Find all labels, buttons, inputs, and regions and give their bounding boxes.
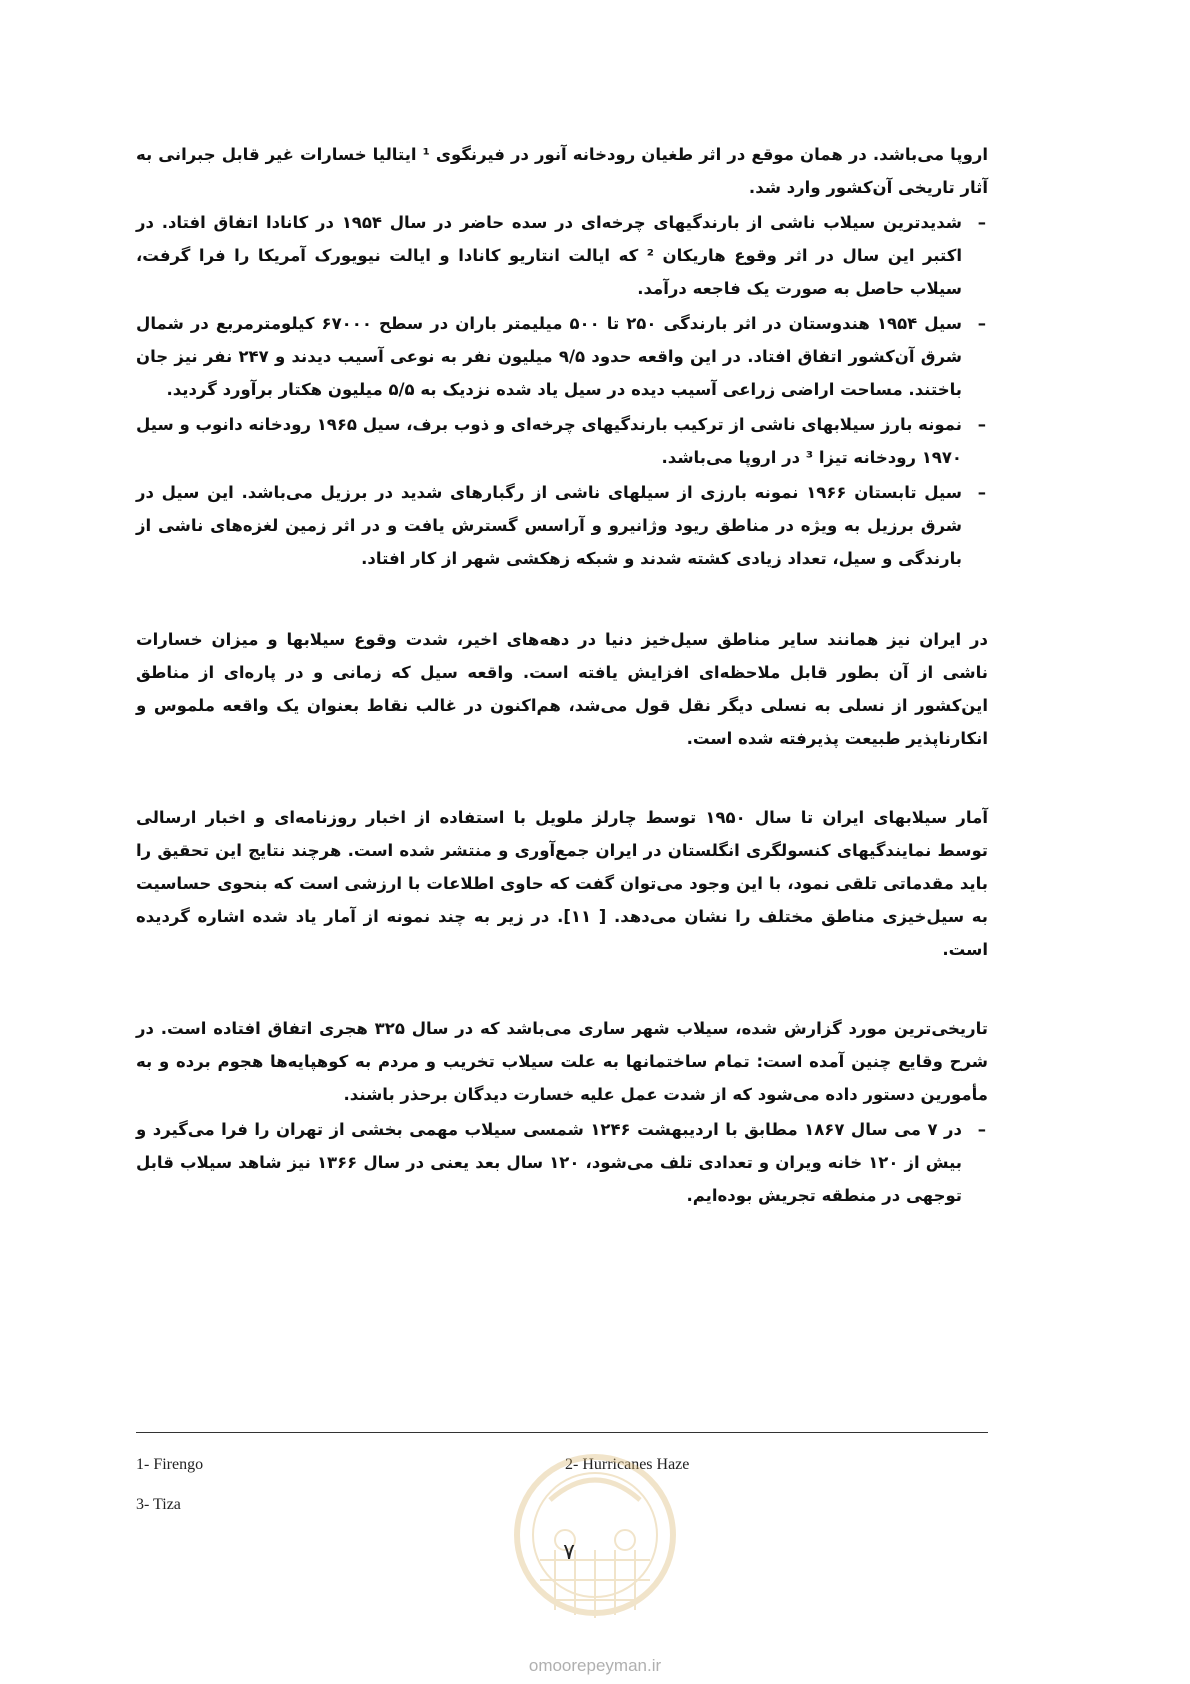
page-number: ۷ — [563, 1540, 575, 1565]
bullet-list-1 — [136, 206, 988, 575]
list-item: – در ۷ می سال ۱۸۶۷ مطابق با اردیبهشت ۱۲۴۶ شمسی سیلاب مهمی بخشی از تهران را فرا می‌گیرد و بیش از ۱۲۰ خانه ویران و تعدادی تلف می‌شود، ۱۲۰ سال بعد یعنی در سال ۱۳۶۶ نیز شاهد سیلاب قابل توجهی در منطقه تجریش بوده‌ایم. — [136, 1113, 988, 1212]
footnote-divider — [136, 1432, 988, 1433]
sari-paragraph: تاریخی‌ترین مورد گزارش شده، سیلاب شهر ساری می‌باشد که در سال ۳۲۵ هجری اتفاق افتاده است. در شرح وقایع چنین آمده است: تمام ساختمانها به علت سیلاب تخریب و مردم به کوهپایه‌ها هجوم برده و به مأمورین دستور داده می‌شود که از شدت عمل علیه خسارت دیدگان برحذر باشند. — [136, 1019, 989, 1104]
footnote-2: 2- Hurricanes Haze — [565, 1456, 690, 1473]
list-item: – نمونه بارز سیلابهای ناشی از ترکیب بارندگیهای چرخه‌ای و ذوب برف، سیل ۱۹۶۵ رودخانه دانوب و سیل ۱۹۷۰ رودخانه تیزا ³ در اروپا می‌باشد. — [136, 408, 988, 474]
seal-logo-icon — [480, 1440, 710, 1660]
main-content — [136, 138, 988, 1212]
statistics-paragraph: آمار سیلابهای ایران تا سال ۱۹۵۰ توسط چارلز ملویل با استفاده از اخبار روزنامه‌ای و اخبار ارسالی توسط نمایندگیهای کنسولگری انگلستان در ایران جمع‌آوری و منتشر شده است. هرچند نتایج این تحقیق را باید مقدماتی تلقی نمود، با این وجود می‌توان گفت که حاوی اطلاعات با ارزشی است که بنحوی حساسیت به سیل‌خیزی مناطق مختلف را نشان می‌دهد. [ ۱۱]. در زیر به چند نمونه از آمار یاد شده اشاره گردیده است. — [136, 808, 989, 959]
intro-paragraph: اروپا می‌باشد. در همان موقع در اثر طغیان رودخانه آنور در فیرنگوی ¹ ایتالیا خسارات غیر قابل جبرانی به آثار تاریخی آن‌کشور وارد شد. — [136, 145, 988, 197]
list-item: – سیل تابستان ۱۹۶۶ نمونه بارزی از سیلهای ناشی از رگبارهای شدید در برزیل می‌باشد. این سیل در شرق برزیل به ویژه در مناطق ریود وژانیرو و آراسس گسترش یافت و در اثر زمین لغزه‌های ناشی از بارندگی و سیل، تعداد زیادی کشته شدند و شبکه زهکشی شهر از کار افتاد. — [136, 476, 988, 575]
footnote-3: 3- Tiza — [136, 1496, 181, 1513]
list-item: – شدیدترین سیلاب ناشی از بارندگیهای چرخه‌ای در سده حاضر در سال ۱۹۵۴ در کانادا اتفاق افتاد. در اکتبر این سال در اثر وقوع هاریکان ² که ایالت انتاریو کانادا و ایالت نیویورک آمریکا را فرا گرفت، سیلاب حاصل به صورت یک فاجعه درآمد. — [136, 206, 988, 305]
bullet-list-2 — [136, 1113, 988, 1212]
watermark-site-text: omoorepeyman.ir — [528, 1656, 662, 1675]
list-item: – سیل ۱۹۵۴ هندوستان در اثر بارندگی ۲۵۰ تا ۵۰۰ میلیمتر باران در سطح ۶۷۰۰۰ کیلومترمربع در شمال شرق آن‌کشور اتفاق افتاد. در این واقعه حدود ۹/۵ میلیون نفر به نوعی آسیب دیدند و ۲۴۷ نفر نیز جان باختند. مساحت اراضی زراعی آسیب دیده در سیل یاد شده نزدیک به ۵/۵ میلیون هکتار برآورد گردید. — [136, 307, 988, 406]
iran-paragraph: در ایران نیز همانند سایر مناطق سیل‌خیز دنیا در دهه‌های اخیر، شدت وقوع سیلابها و میزان خسارات ناشی از آن بطور قابل ملاحظه‌ای افزایش یافته است. واقعه سیل که زمانی و در پاره‌ای از مناطق این‌کشور از نسلی به نسلی دیگر نقل قول می‌شد، هم‌اکنون در غالب نقاط بعنوان یک واقعه ملموس و انکارناپذیر طبیعت پذیرفته شده است. — [136, 630, 988, 748]
footnote-1: 1- Firengo — [136, 1456, 204, 1473]
